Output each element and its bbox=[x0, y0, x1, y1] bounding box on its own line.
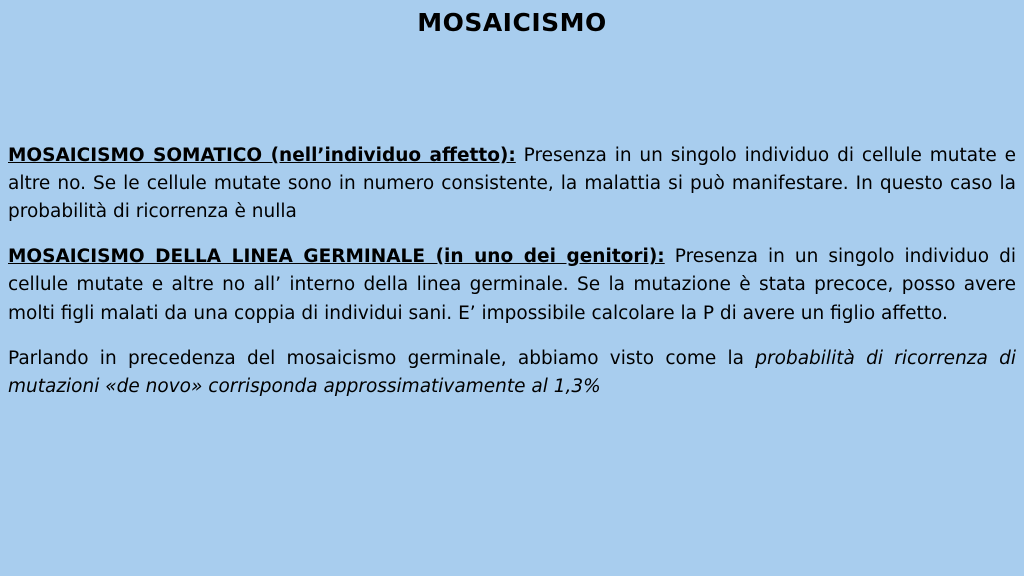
slide-body bbox=[8, 142, 1016, 401]
paragraph-somatic bbox=[8, 142, 1016, 226]
paragraph-recurrence-emphasis: probabilità di ricorrenza di mutazioni «de novo» corrisponda approssimativamente al 1,3% bbox=[8, 347, 1016, 397]
paragraph-germline-lead: MOSAICISMO DELLA LINEA GERMINALE (in uno dei genitori): bbox=[8, 246, 665, 268]
paragraph-somatic-text: Presenza in un singolo individuo di cellule mutate e altre no. Se le cellule mutate sono in numero consistente, la malattia si può manifestare. In questo caso la probabilità di ricorrenza è nulla bbox=[8, 145, 1016, 223]
paragraph-recurrence bbox=[8, 345, 1016, 401]
paragraph-recurrence-text: Parlando in precedenza del mosaicismo germinale, abbiamo visto come la bbox=[8, 347, 756, 369]
paragraph-germline-text: Presenza in un singolo individuo di cellule mutate e altre no all’ interno della linea germinale. Se la mutazione è stata precoce, posso avere molti figli malati da una coppia di individui sani. E’ impossibile calcolare la P di avere un figlio affetto. bbox=[8, 246, 1016, 324]
paragraph-germline bbox=[8, 243, 1016, 327]
page-title: MOSAICISMO bbox=[417, 8, 607, 37]
paragraph-somatic-lead: MOSAICISMO SOMATICO (nell’individuo affetto): bbox=[8, 145, 516, 166]
